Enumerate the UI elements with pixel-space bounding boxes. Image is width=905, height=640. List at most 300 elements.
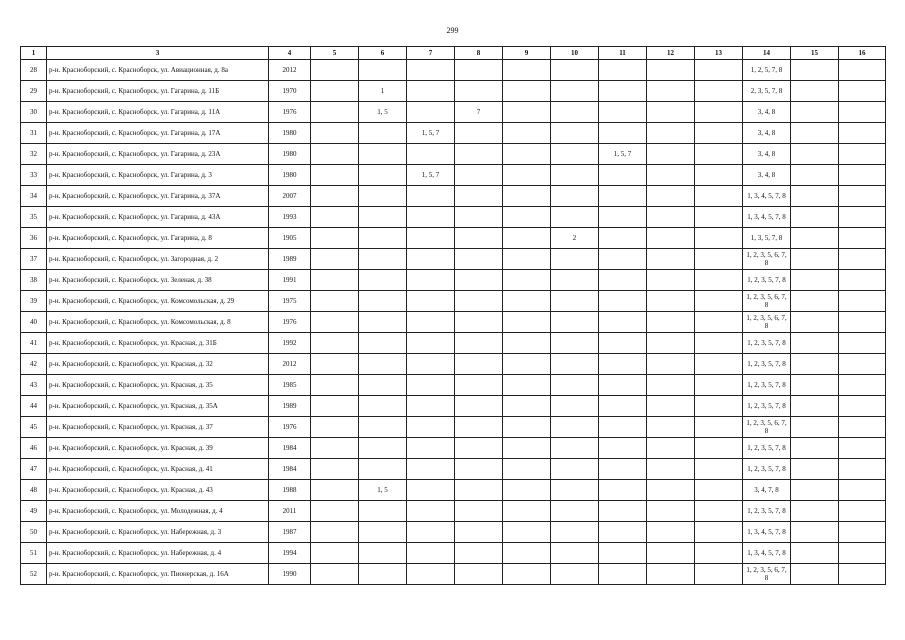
column-header: 11 [599,47,647,60]
col-6-cell [359,165,407,186]
col-8-cell [455,81,503,102]
col-9-cell [503,249,551,270]
year-cell: 1989 [269,396,311,417]
col-6-cell [359,249,407,270]
col-16-cell [839,207,886,228]
col-9-cell [503,564,551,585]
table-row [21,438,886,459]
col-16-cell [839,81,886,102]
col-16-cell [839,417,886,438]
table-row [21,312,886,333]
col-8-cell [455,144,503,165]
address-cell: р-н. Красноборский, с. Красноборск, ул. Гагарина, д. 37А [47,186,269,207]
col-15-cell [791,60,839,81]
table-row [21,459,886,480]
year-cell: 2011 [269,501,311,522]
column-header: 14 [743,47,791,60]
col-13-cell [695,102,743,123]
address-cell: р-н. Красноборский, с. Красноборск, ул. Авиационная, д. 8а [47,60,269,81]
col-7-cell [407,228,455,249]
col-6-cell [359,207,407,228]
col-16-cell [839,186,886,207]
col-13-cell [695,564,743,585]
address-cell: р-н. Красноборский, с. Красноборск, ул. Красная, д. 31Б [47,333,269,354]
col-7-cell [407,522,455,543]
col-11-cell [599,438,647,459]
col-14-cell: 3, 4, 8 [743,144,791,165]
col-16-cell [839,60,886,81]
col-9-cell [503,228,551,249]
col-6-cell [359,375,407,396]
col-12-cell [647,438,695,459]
col-11-cell [599,354,647,375]
col-7-cell [407,501,455,522]
col-10-cell [551,60,599,81]
column-header: 15 [791,47,839,60]
address-cell: р-н. Красноборский, с. Красноборск, ул. Набережная, д. 4 [47,543,269,564]
table-row [21,165,886,186]
col-10-cell [551,417,599,438]
col-6-cell [359,354,407,375]
col-12-cell [647,312,695,333]
col-15-cell [791,333,839,354]
col-10-cell [551,564,599,585]
col-10-cell [551,543,599,564]
col-10-cell [551,249,599,270]
col-9-cell [503,333,551,354]
col-14-cell: 2, 3, 5, 7, 8 [743,81,791,102]
table-row [21,375,886,396]
col-12-cell [647,165,695,186]
address-cell: р-н. Красноборский, с. Красноборск, ул. Зеленая, д. 38 [47,270,269,291]
col-16-cell [839,144,886,165]
col-11-cell [599,165,647,186]
col-8-cell [455,291,503,312]
column-header: 1 [21,47,47,60]
address-cell: р-н. Красноборский, с. Красноборск, ул. Гагарина, д. 11А [47,102,269,123]
col-9-cell [503,522,551,543]
col-6-cell [359,123,407,144]
col-10-cell [551,270,599,291]
col-10-cell [551,207,599,228]
col-13-cell [695,144,743,165]
col-6-cell [359,270,407,291]
col-11-cell [599,249,647,270]
col-11-cell [599,522,647,543]
col-12-cell [647,396,695,417]
col-8-cell [455,333,503,354]
row-number: 41 [21,333,47,354]
col-14-cell: 1, 3, 4, 5, 7, 8 [743,522,791,543]
col-12-cell [647,480,695,501]
year-cell: 2012 [269,60,311,81]
year-cell: 2007 [269,186,311,207]
col-5-cell [311,165,359,186]
col-11-cell [599,333,647,354]
col-12-cell [647,522,695,543]
col-14-cell: 3, 4, 8 [743,165,791,186]
col-15-cell [791,186,839,207]
table-row [21,564,886,585]
col-7-cell [407,543,455,564]
row-number: 32 [21,144,47,165]
table-body [21,60,886,585]
address-cell: р-н. Красноборский, с. Красноборск, ул. Красная, д. 35А [47,396,269,417]
col-15-cell [791,459,839,480]
col-10-cell [551,522,599,543]
col-5-cell [311,249,359,270]
year-cell: 1976 [269,417,311,438]
col-5-cell [311,543,359,564]
column-header: 8 [455,47,503,60]
col-7-cell: 1, 5, 7 [407,165,455,186]
col-14-cell: 3, 4, 8 [743,102,791,123]
col-5-cell [311,501,359,522]
col-16-cell [839,228,886,249]
col-8-cell [455,354,503,375]
col-14-cell: 3, 4, 7, 8 [743,480,791,501]
col-13-cell [695,417,743,438]
col-13-cell [695,480,743,501]
col-12-cell [647,543,695,564]
col-12-cell [647,354,695,375]
address-cell: р-н. Красноборский, с. Красноборск, ул. Гагарина, д. 23А [47,144,269,165]
address-cell: р-н. Красноборский, с. Красноборск, ул. Гагарина, д. 8 [47,228,269,249]
table-row [21,417,886,438]
col-7-cell [407,375,455,396]
col-5-cell [311,354,359,375]
col-12-cell [647,291,695,312]
col-8-cell [455,459,503,480]
row-number: 44 [21,396,47,417]
year-cell: 1980 [269,144,311,165]
col-8-cell [455,312,503,333]
row-number: 40 [21,312,47,333]
year-cell: 1970 [269,81,311,102]
col-9-cell [503,81,551,102]
col-16-cell [839,291,886,312]
col-13-cell [695,438,743,459]
col-15-cell [791,144,839,165]
col-5-cell [311,123,359,144]
col-12-cell [647,102,695,123]
col-7-cell: 1, 5, 7 [407,123,455,144]
col-13-cell [695,291,743,312]
col-15-cell [791,123,839,144]
col-9-cell [503,291,551,312]
col-15-cell [791,165,839,186]
col-11-cell [599,459,647,480]
address-cell: р-н. Красноборский, с. Красноборск, ул. Молодежная, д. 4 [47,501,269,522]
col-16-cell [839,354,886,375]
table-row [21,207,886,228]
row-number: 38 [21,270,47,291]
col-7-cell [407,249,455,270]
col-7-cell [407,333,455,354]
table-row [21,102,886,123]
col-15-cell [791,375,839,396]
col-9-cell [503,396,551,417]
col-12-cell [647,417,695,438]
col-9-cell [503,375,551,396]
table-row [21,501,886,522]
col-13-cell [695,249,743,270]
col-14-cell: 1, 2, 5, 7, 8 [743,60,791,81]
col-16-cell [839,396,886,417]
col-10-cell [551,459,599,480]
col-6-cell [359,312,407,333]
col-12-cell [647,186,695,207]
year-cell: 1980 [269,165,311,186]
col-15-cell [791,564,839,585]
col-5-cell [311,375,359,396]
col-7-cell [407,186,455,207]
col-9-cell [503,459,551,480]
col-6-cell: 1, 5 [359,480,407,501]
col-8-cell [455,207,503,228]
col-13-cell [695,123,743,144]
col-15-cell [791,102,839,123]
col-6-cell [359,501,407,522]
col-13-cell [695,375,743,396]
col-11-cell [599,102,647,123]
col-8-cell [455,375,503,396]
col-13-cell [695,354,743,375]
row-number: 42 [21,354,47,375]
table-row [21,270,886,291]
col-12-cell [647,270,695,291]
col-11-cell [599,417,647,438]
col-14-cell: 1, 2, 3, 5, 7, 8 [743,438,791,459]
col-14-cell: 1, 2, 3, 5, 6, 7, 8 [743,249,791,270]
col-12-cell [647,249,695,270]
col-11-cell [599,270,647,291]
col-5-cell [311,438,359,459]
col-8-cell: 7 [455,102,503,123]
col-9-cell [503,438,551,459]
col-11-cell [599,543,647,564]
col-5-cell [311,228,359,249]
col-11-cell [599,228,647,249]
row-number: 30 [21,102,47,123]
col-10-cell [551,186,599,207]
table-row [21,81,886,102]
row-number: 52 [21,564,47,585]
column-header: 10 [551,47,599,60]
col-8-cell [455,123,503,144]
col-5-cell [311,522,359,543]
col-9-cell [503,543,551,564]
col-14-cell: 1, 2, 3, 5, 6, 7, 8 [743,291,791,312]
col-11-cell [599,480,647,501]
address-cell: р-н. Красноборский, с. Красноборск, ул. Комсомольская, д. 29 [47,291,269,312]
col-14-cell: 1, 2, 3, 5, 7, 8 [743,270,791,291]
address-cell: р-н. Красноборский, с. Красноборск, ул. Красная, д. 39 [47,438,269,459]
col-8-cell [455,165,503,186]
col-7-cell [407,438,455,459]
row-number: 34 [21,186,47,207]
col-12-cell [647,459,695,480]
col-8-cell [455,249,503,270]
table-row [21,522,886,543]
col-15-cell [791,417,839,438]
col-8-cell [455,522,503,543]
col-14-cell: 1, 3, 4, 5, 7, 8 [743,543,791,564]
col-5-cell [311,396,359,417]
col-14-cell: 1, 2, 3, 5, 7, 8 [743,459,791,480]
row-number: 49 [21,501,47,522]
col-10-cell [551,144,599,165]
col-11-cell [599,291,647,312]
table-row [21,123,886,144]
year-cell: 1988 [269,480,311,501]
year-cell: 1994 [269,543,311,564]
col-9-cell [503,417,551,438]
col-10-cell [551,333,599,354]
col-5-cell [311,480,359,501]
col-8-cell [455,501,503,522]
col-11-cell [599,312,647,333]
col-10-cell: 2 [551,228,599,249]
year-cell: 1905 [269,228,311,249]
table-header-row [21,47,886,60]
col-14-cell: 1, 3, 4, 5, 7, 8 [743,207,791,228]
row-number: 45 [21,417,47,438]
row-number: 33 [21,165,47,186]
col-8-cell [455,396,503,417]
row-number: 29 [21,81,47,102]
address-cell: р-н. Красноборский, с. Красноборск, ул. Красная, д. 37 [47,417,269,438]
col-5-cell [311,81,359,102]
address-cell: р-н. Красноборский, с. Красноборск, ул. Комсомольская, д. 8 [47,312,269,333]
col-9-cell [503,165,551,186]
col-16-cell [839,123,886,144]
row-number: 43 [21,375,47,396]
col-15-cell [791,522,839,543]
col-8-cell [455,186,503,207]
col-11-cell: 1, 5, 7 [599,144,647,165]
col-6-cell [359,522,407,543]
col-13-cell [695,207,743,228]
col-12-cell [647,228,695,249]
col-10-cell [551,480,599,501]
col-6-cell [359,60,407,81]
col-8-cell [455,228,503,249]
col-7-cell [407,564,455,585]
col-11-cell [599,207,647,228]
col-9-cell [503,123,551,144]
col-9-cell [503,270,551,291]
col-5-cell [311,102,359,123]
col-9-cell [503,102,551,123]
col-8-cell [455,543,503,564]
col-8-cell [455,564,503,585]
col-7-cell [407,417,455,438]
table-row [21,543,886,564]
row-number: 50 [21,522,47,543]
table-row [21,60,886,81]
col-10-cell [551,165,599,186]
column-header: 6 [359,47,407,60]
row-number: 39 [21,291,47,312]
col-6-cell [359,144,407,165]
row-number: 35 [21,207,47,228]
table-row [21,291,886,312]
col-5-cell [311,417,359,438]
col-11-cell [599,501,647,522]
col-13-cell [695,501,743,522]
col-11-cell [599,81,647,102]
year-cell: 1975 [269,291,311,312]
col-6-cell [359,543,407,564]
col-10-cell [551,396,599,417]
col-16-cell [839,249,886,270]
col-12-cell [647,60,695,81]
year-cell: 1990 [269,564,311,585]
column-header: 13 [695,47,743,60]
col-13-cell [695,228,743,249]
year-cell: 1976 [269,312,311,333]
col-16-cell [839,375,886,396]
col-9-cell [503,354,551,375]
register-table [20,46,886,585]
year-cell: 1993 [269,207,311,228]
col-8-cell [455,270,503,291]
address-cell: р-н. Красноборский, с. Красноборск, ул. Пионерская, д. 16А [47,564,269,585]
col-12-cell [647,207,695,228]
address-cell: р-н. Красноборский, с. Красноборск, ул. Гагарина, д. 17А [47,123,269,144]
col-10-cell [551,102,599,123]
col-13-cell [695,270,743,291]
col-7-cell [407,396,455,417]
table-row [21,249,886,270]
col-10-cell [551,123,599,144]
col-7-cell [407,291,455,312]
year-cell: 2012 [269,354,311,375]
col-10-cell [551,375,599,396]
col-16-cell [839,333,886,354]
col-13-cell [695,522,743,543]
address-cell: р-н. Красноборский, с. Красноборск, ул. Набережная, д. 3 [47,522,269,543]
col-6-cell [359,417,407,438]
col-16-cell [839,564,886,585]
table-row [21,354,886,375]
col-9-cell [503,207,551,228]
col-6-cell [359,228,407,249]
col-7-cell [407,312,455,333]
table-row [21,480,886,501]
col-15-cell [791,249,839,270]
col-8-cell [455,480,503,501]
col-9-cell [503,312,551,333]
col-16-cell [839,165,886,186]
col-13-cell [695,60,743,81]
col-5-cell [311,60,359,81]
col-15-cell [791,438,839,459]
year-cell: 1980 [269,123,311,144]
col-6-cell [359,564,407,585]
address-cell: р-н. Красноборский, с. Красноборск, ул. Гагарина, д. 3 [47,165,269,186]
col-15-cell [791,228,839,249]
col-14-cell: 1, 2, 3, 5, 7, 8 [743,375,791,396]
address-cell: р-н. Красноборский, с. Красноборск, ул. Гагарина, д. 43А [47,207,269,228]
year-cell: 1984 [269,438,311,459]
col-7-cell [407,270,455,291]
col-6-cell [359,459,407,480]
col-14-cell: 3, 4, 8 [743,123,791,144]
col-12-cell [647,144,695,165]
col-16-cell [839,438,886,459]
